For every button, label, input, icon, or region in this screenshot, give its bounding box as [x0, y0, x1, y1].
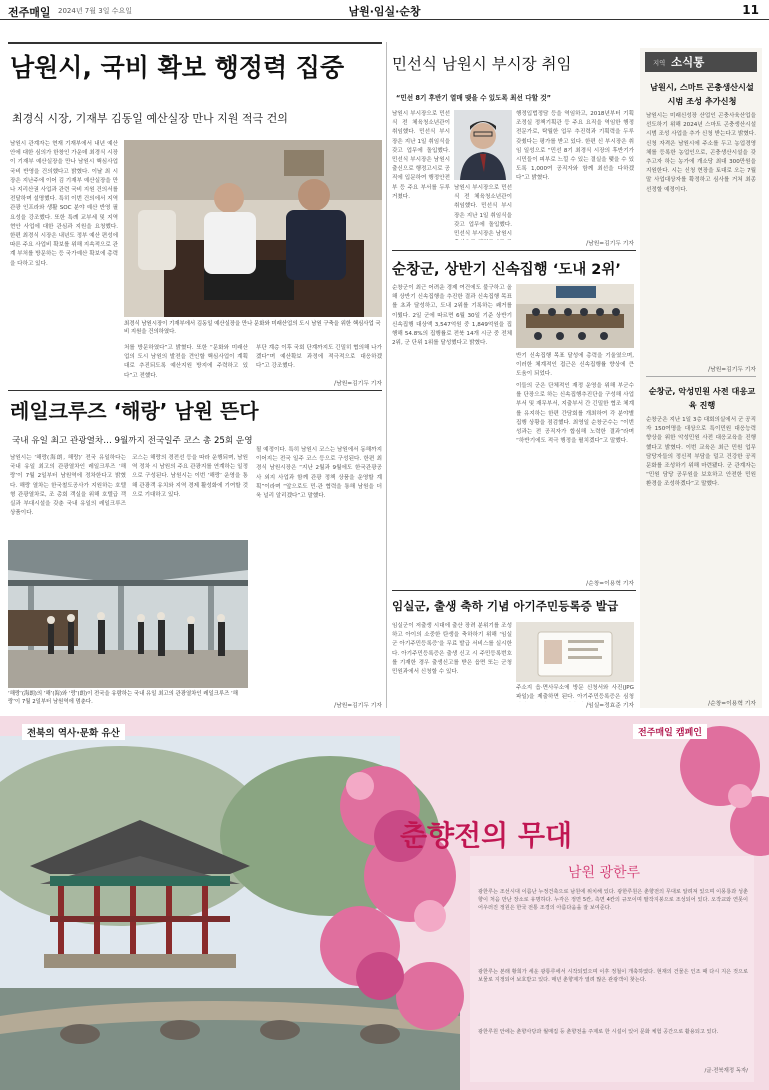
story-headline[interactable]: 임실군, 출생 축하 기념 아기주민등록증 발급	[392, 599, 619, 613]
article-body: 이들의 군은 단체적인 재정 운영을 위해 부군수를 단장으로 하는 신속집행추진단을 구성해 사업 부서 및 재무부서, 지출부서 간 긴밀한 협조 체계를 유지하는 한편 간담회를 개최하여 각 분야별 집행 상황을 점검했다. 최영일 순창군수는 “이번 성과는 전 공직자가 합심해 노력한 결과”라며 “하반기에도 적극 행정을 펼치겠다”고 말했다.	[516, 383, 634, 445]
reporter-byline: /남원=김기두 기자	[334, 703, 382, 709]
article-body: 행정입법정담 등을 역임하고, 2018년부터 기획조정실 정책기획관 등 주요 요직을 역임한 행정전문가로, 탁월한 업무 추진력과 기획력을 두루 갖췄다는 평가를 받고 있다. 한편 신 부시장은 취임 일성으로 “민선 8기 최경식 시장의 후반기가 시민들이 피부로 느낄 수 있는 결실을 맺을 수 있도록 1,000여 공직자와 함께 최선을 다하겠다”고 밝혔다.	[516, 111, 634, 182]
story-subhead: 국내 유일 최고 관광열차… 9월까지 전국일주 코스 총 25회 운영	[12, 436, 253, 446]
campaign-body: 광한루는 조선시대 이름난 누정건축으로 남원에 위치해 있다. 광한루원은 춘향전의 무대로 알려져 있으며 이몽룡과 성춘향이 처음 만난 장소로 유명하다. 누각은 정면 5칸, 측면 4칸의 규모이며 팔작지붕으로 조성되어 있다. 오작교와 연못이 어우러진 정원은 한국 전통 조경의 아름다움을 잘 보여준다.	[478, 889, 748, 912]
article-body: 남원시 관계자는 현재 기재부에서 내년 예산안에 대한 심의가 한창인 가운데 최경식 시장이 기재부 예산실장을 만나 남원시 핵심사업 국비 반영을 건의했다고 밝혔다. 이날 최 시장은 지난주에 이어 김 기재부 예산실장을 만나 지리산권 사업과 관련 국비 지원 건의서를 전달하며 설명했다. 특히 이번 건의에서 지역 관광 인프라와 생활 SOC 분야 예산 반영 필요성을 강조했다. 또한 특례 교부세 및 지역 현안 사업에 대한 관심과 지원을 요청했다. 한편 최경식 시장은 내년도 정부 예산 편성에 따른 주요 사업비 확보를 위해 지속적으로 관계 부처를 방문하는 등 국가예산 확보에 총력을 다하고 있다.	[10, 141, 118, 267]
story-headline[interactable]: 민선식 남원시 부시장 취임	[392, 55, 572, 73]
article-body: 임실군이 저출생 시대에 출산 장려 분위기를 조성하고 아이의 소중한 탄생을 축하하기 위해 ‘임실군 아기주민등록증’을 무료 발급 서비스를 실시한다. 아기주민등록증은 출생 신고 시 주민등록번호를 기재한 경우 출생신고를 받은 읍면 또는 군청 민원과에서 신청할 수 있다.	[392, 623, 512, 676]
column-divider	[386, 42, 387, 708]
article-body: 남원시는 ‘해랑(海朗, 해랑)’ 전국 유일하다는 국내 유일 최고의 관광열차인 레일크루즈 ‘해랑’이 7월 2일부터 남원역에 정차한다고 밝혔다. 해랑 열차는 한국철도공사가 지원하는 호텔형 관광열차로, 조 총회 객실을 위해 호텔급 객실과 부대시설을 갖춘 국내 유일의 레일크루즈 상품이다.	[10, 455, 126, 517]
id-card-photo	[516, 622, 634, 682]
campaign-body: 광한루원 안에는 춘향사당과 월매집 등 춘향전을 주제로 한 시설이 있어 문화 체험 공간으로 활용되고 있다.	[478, 1029, 719, 1035]
divider	[8, 390, 382, 391]
reporter-byline: /순창=이용혁 기자	[586, 581, 634, 587]
sidebar-item-title[interactable]: 남원시, 스마트 곤충생산시설 시범 조성 추가신청	[650, 82, 754, 106]
sidebar-item-body: 순창군은 지난 1일 3층 대회의실에서 군 공직자 150여명을 대상으로 특이민원 대응능력 향상을 위한 악성민원 사전 대응교육을 진행했다고 밝혔다. 이번 교육은 최근 민원 업무 담당자들의 정신적 부담을 덜고 건강한 공직문화를 조성하기 위해 마련됐다. 군 관계자는 “민원 담당 공무원을 보호하고 안전한 민원 환경을 조성하겠다”고 말했다.	[646, 417, 756, 488]
campaign-credit: /글·전북재정 독자/	[704, 1068, 748, 1074]
divider	[392, 250, 636, 251]
portrait-photo	[454, 110, 512, 180]
campaign-title[interactable]: 춘향전의 무대	[400, 819, 573, 852]
article-body: 반기 신속집행 목표 달성에 총력을 기울였으며, 이러한 체계적인 접근은 신속집행률 향상에 큰 도움이 되었다.	[516, 353, 634, 378]
divider	[392, 590, 636, 591]
story-top-rule	[8, 42, 382, 44]
meeting-photo	[124, 140, 382, 317]
story-quote: “민선 8기 후반기 열매 맺을 수 있도록 최선 다할 것”	[396, 94, 551, 102]
campaign-subtitle: 남원 광한루	[568, 865, 641, 881]
divider	[646, 376, 756, 377]
article-body: 순창군이 최근 어려운 경제 여건에도 불구하고 올해 상반기 신속집행을 추진한 결과 신속집행 목표를 초과 달성하고, 도내 2위를 기록하는 쾌거를 이뤘다. 2일 군에 따르면 6월 30일 기준 상반기 신속집행 대상액 3,547억원 중 1,849억원을 집행해 54.8%의 집행률로 전북 14개 시군 중 전체 2위, 군 단위 1위를 달성했다고 밝혔다.	[392, 285, 512, 347]
story-subhead: 최경식 시장, 기재부 김동일 예산실장 만나 지원 적극 건의	[12, 112, 288, 125]
sidebar-tag-small: 지역	[653, 59, 666, 67]
meeting-room-photo	[516, 284, 634, 348]
series-title: 전북의 역사·문화 유산	[22, 724, 125, 740]
article-body: 코스는 해랑의 경전선 등을 따라 운행되며, 남원역 정차 시 남원의 주요 관광지를 연계하는 일정으로 구성된다. 남원시는 이번 ‘해랑’ 운영을 통해 관광객 유치와 지역 경제 활성화에 기여할 것으로 기대하고 있다.	[132, 455, 248, 498]
train-station-photo	[8, 540, 248, 688]
reporter-byline: /남원=김기두 기자	[586, 241, 634, 247]
sidebar-tag-big: 소식통	[671, 55, 705, 69]
heritage-campaign	[0, 716, 769, 1090]
campaign-brand: 전주매일 캠페인	[633, 724, 707, 739]
article-body: 될 예정이다. 특히 남원시 코스는 남원에서 동해까지 이어지는 전국 일주 코스 등으로 구성된다. 한편 최경식 남원시장은 “지난 2월과 9월에도 한국관광공사 외지 사업과 함께 관광 정책 상품을 운영할 계획”이라며 “앞으로도 민·관 협력을 통해 남원을 더욱 널리 알리겠다”고 말했다.	[256, 447, 382, 500]
photo-caption: ‘해랑’(海朗)의 ‘해’(海)와 ‘랑’(朗)이 전국을 유람하는 국내 유일 최고의 관광열차인 레일크루즈 ‘해랑’이 7월 2일부터 남원역에 멈춘다.	[8, 691, 238, 706]
story-headline[interactable]: 순창군, 상반기 신속집행 ‘도내 2위’	[392, 262, 621, 278]
article-body: 남원시 부시장으로 민선식 전 체육청소년관이 취임했다. 민선식 부시장은 지난 1일 취임식을 갖고 업무에 돌입했다. 민선식 부시장은 남원시 출신으로 행정고시로 공직에 입문하여 행정안전부 등 주요 부서를 두루 거쳤다.	[392, 111, 450, 200]
sidebar-tag	[645, 52, 757, 72]
photo-caption: 최경식 남원시장이 기재부에서 김동일 예산실장을 만나 문화와 미래산업의 도시 남원 구축을 위한 핵심사업 국비 지원을 건의하였다.	[124, 321, 381, 336]
paper-name: 전주매일	[8, 6, 51, 19]
section-title: 남원·임실·순창	[348, 5, 421, 18]
page-header	[0, 0, 769, 20]
reporter-byline: /남원=김기두 기자	[334, 381, 382, 387]
reporter-byline: /순창=이용혁 기자	[708, 701, 756, 707]
sidebar-item-body: 남원시는 미래신성장 산업인 곤충사육산업을 선도하기 위해 2024년 스마트 곤충생산시설 시범 조성 사업을 추가 신청 받는다고 밝혔다. 신청 자격은 남원시에 주소를 두고 농업경영체를 등록한 농업인으로, 곤충생산시설을 갖추고자 하는 농가에 개소당 최대 300만원을 지원한다. 시는 신청 현장을 토대로 오는 7월 말 사업대상자를 확정하고 심사를 거쳐 최종 선정할 예정이다.	[646, 113, 756, 193]
page-number: 11	[742, 3, 759, 17]
sidebar-item-title[interactable]: 순창군, 악성민원 사전 대응교육 진행	[648, 386, 756, 410]
reporter-byline: /임실=정효준 기자	[586, 703, 634, 709]
story-headline[interactable]: 레일크루즈 ‘해랑’ 남원 뜬다	[10, 399, 259, 423]
campaign-body: 광한루는 본래 황희가 세운 광통루에서 시작되었으며 이후 정철이 개축하였다. 현재의 건물은 인조 때 다시 지은 것으로 보물로 지정되어 보호받고 있다. 매년 춘향제가 열려 많은 관광객이 찾는다.	[478, 969, 748, 984]
article-body: 부단 계층 이후 국회 단계까지도 긴밀히 협의해 나가겠다”며 예산확보 과정에 적극적으로 대응하겠다”고 강조했다.	[256, 345, 382, 370]
reporter-byline: /남원=김기두 기자	[708, 367, 756, 373]
article-body: 주소지 읍·면사무소에 방문 신청서와 사진(JPG 파일)을 제출하면 된다. 아기주민등록증은 심청	[516, 685, 634, 701]
article-body: 남원시 부시장으로 민선식 전 체육청소년관이 취임했다. 민선식 부시장은 지난 1일 취임식을 갖고 업무에 돌입했다. 민선식 부시장은 남원시	[454, 185, 512, 238]
issue-date: 2024년 7월 3일 수요일	[58, 7, 132, 15]
story-headline[interactable]: 남원시, 국비 확보 행정력 집중	[10, 53, 345, 82]
article-body: 처를 방문하였다”고 밝혔다. 또한 “문화와 미래산업의 도시 남원의 발전을 견인할 핵심사업이 계획대로 추진되도록 예산지원 방지에 주력하고 있다”고 전했다.	[124, 345, 248, 379]
